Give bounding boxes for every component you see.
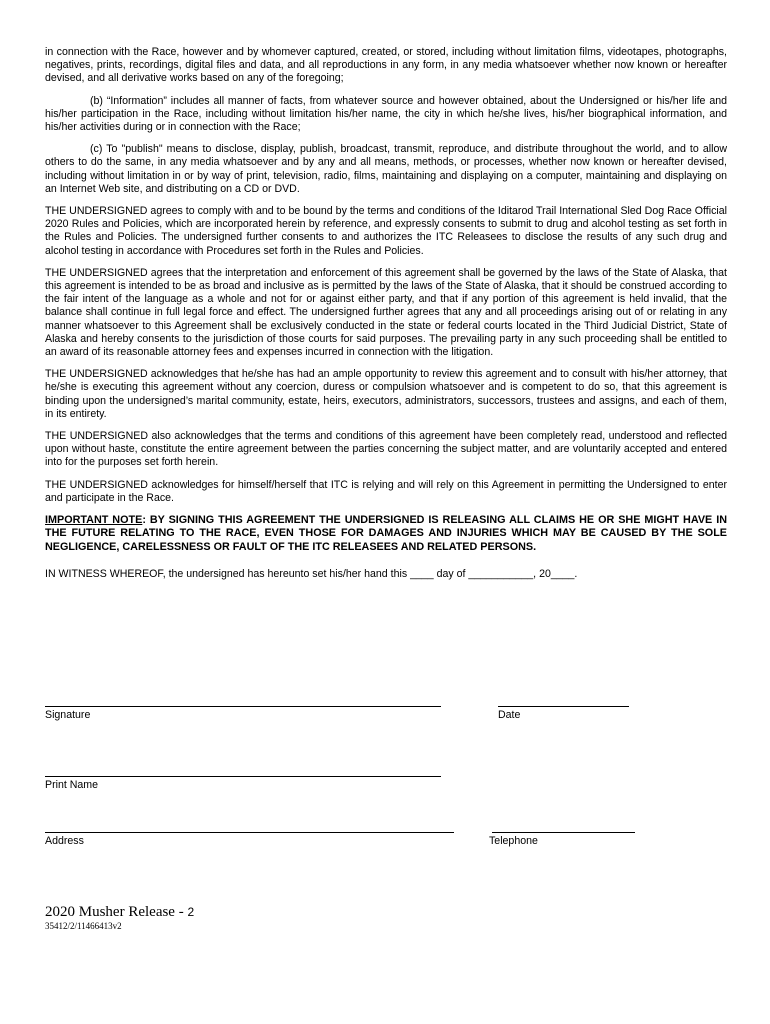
date-label: Date	[498, 709, 521, 721]
important-note	[45, 514, 727, 554]
print-name-label: Print Name	[45, 779, 98, 791]
print-name-line[interactable]	[45, 776, 441, 777]
paragraph-information-definition: (b) “Information” includes all manner of facts, from whatever source and however obtained, about the Undersigned or his/her life and his/her participation in the Race, including without limitation his/her name, the city in which he/she lives, his/her biographical information, and his/her activities during or in connection with the Race;	[45, 94, 727, 134]
footer-title	[45, 903, 194, 921]
signature-label: Signature	[45, 709, 91, 721]
paragraph-publish-definition: (c) To "publish" means to disclose, display, publish, broadcast, transmit, reproduce, and distribute throughout the world, and to allow others to do the same, in any media whatsoever and by any and all means, methods, or processes, whether now known or hereafter devised, including without limitation in or by way of print, television, radio, films, maintaining and displaying on a computer, maintaining and displaying on an Internet Web site, and distributing on a CD or DVD.	[45, 143, 727, 195]
date-line[interactable]	[498, 706, 629, 707]
witness-statement: IN WITNESS WHEREOF, the undersigned has hereunto set his/her hand this ____ day of ___________, 20____.	[45, 567, 578, 580]
document-code: 35412/2/11466413v2	[45, 921, 122, 931]
page-number: 2	[187, 905, 195, 919]
paragraph-rules-consent: THE UNDERSIGNED agrees to comply with and to be bound by the terms and conditions of the Iditarod Trail International Sled Dog Race Official 2020 Rules and Policies, which are incorporated herein by reference, and expressly consents to submit to drug and alcohol testing as set forth in the Rules and Policies. The undersigned further consents to and authorizes the ITC Releasees to disclose the results of any such drug and alcohol testing in accordance with Procedures set forth in the Rules and Policies.	[45, 205, 727, 257]
paragraph-reliance: THE UNDERSIGNED acknowledges for himself/herself that ITC is relying and will rely on this Agreement in permitting the Undersigned to enter and participate in the Race.	[45, 478, 727, 504]
important-note-text: : BY SIGNING THIS AGREEMENT THE UNDERSIGNED IS RELEASING ALL CLAIMS HE OR SHE MIGHT HAVE IN THE FUTURE RELATING TO THE RACE, EVEN THOSE FOR DAMAGES AND INJURIES WHICH MAY BE CAUSED BY THE SOLE NEGLIGENCE, CARELESSNESS OR FAULT OF THE ITC RELEASEES AND RELATED PERSONS.	[45, 514, 727, 553]
release-body	[45, 46, 727, 590]
paragraph-review-acknowledgment: THE UNDERSIGNED acknowledges that he/she has had an ample opportunity to review this agreement and to consult with his/her attorney, that he/she is executing this agreement without any coercion, duress or compulsion whatsoever and is competent to do so, that this agreement is binding upon the undersigned’s marital community, estate, heirs, executors, administrators, successors, trustees and assigns, and each of them, in its entirety.	[45, 368, 727, 420]
address-label: Address	[45, 835, 84, 847]
footer-title-text: 2020 Musher Release -	[45, 904, 188, 920]
address-line[interactable]	[45, 832, 454, 833]
telephone-label: Telephone	[489, 835, 538, 847]
telephone-line[interactable]	[492, 832, 635, 833]
paragraph-entire-agreement: THE UNDERSIGNED also acknowledges that the terms and conditions of this agreement have been completely read, understood and reflected upon without haste, constitute the entire agreement between the parties concerning the subject matter, and are voluntarily accepted and entered into for the purposes set forth herein.	[45, 430, 727, 469]
paragraph-governing-law: THE UNDERSIGNED agrees that the interpretation and enforcement of this agreement shall be governed by the laws of the State of Alaska, that this agreement is intended to be as broad and inclusive as is permitted by the laws of the State of Alaska, that it should be construed according to the fair intent of the language as a whole and not for or against either party, and that if any portion of this agreement is held invalid, that the balance shall continue in full legal force and effect. The undersigned further agrees that any and all proceedings arising out of or relating in any manner whatsoever to this Agreement shall be exclusively conducted in the state or federal courts located in the Third Judicial District, State of Alaska and hereby consents to the jurisdiction of those courts for said purposes. The prevailing party in any such proceeding shall be entitled to an award of its reasonable attorney fees and expenses incurred in connection with the litigation.	[45, 266, 727, 359]
important-note-lead: IMPORTANT NOTE	[45, 514, 143, 527]
paragraph-media-continuation: in connection with the Race, however and by whomever captured, created, or stored, including without limitation films, videotapes, photographs, negatives, prints, recordings, digital files and data, and all reproductions in any form, in any media whatsoever whether now known or hereafter devised, and all derivative works based on any of the foregoing;	[45, 46, 727, 85]
signature-line[interactable]	[45, 706, 441, 707]
